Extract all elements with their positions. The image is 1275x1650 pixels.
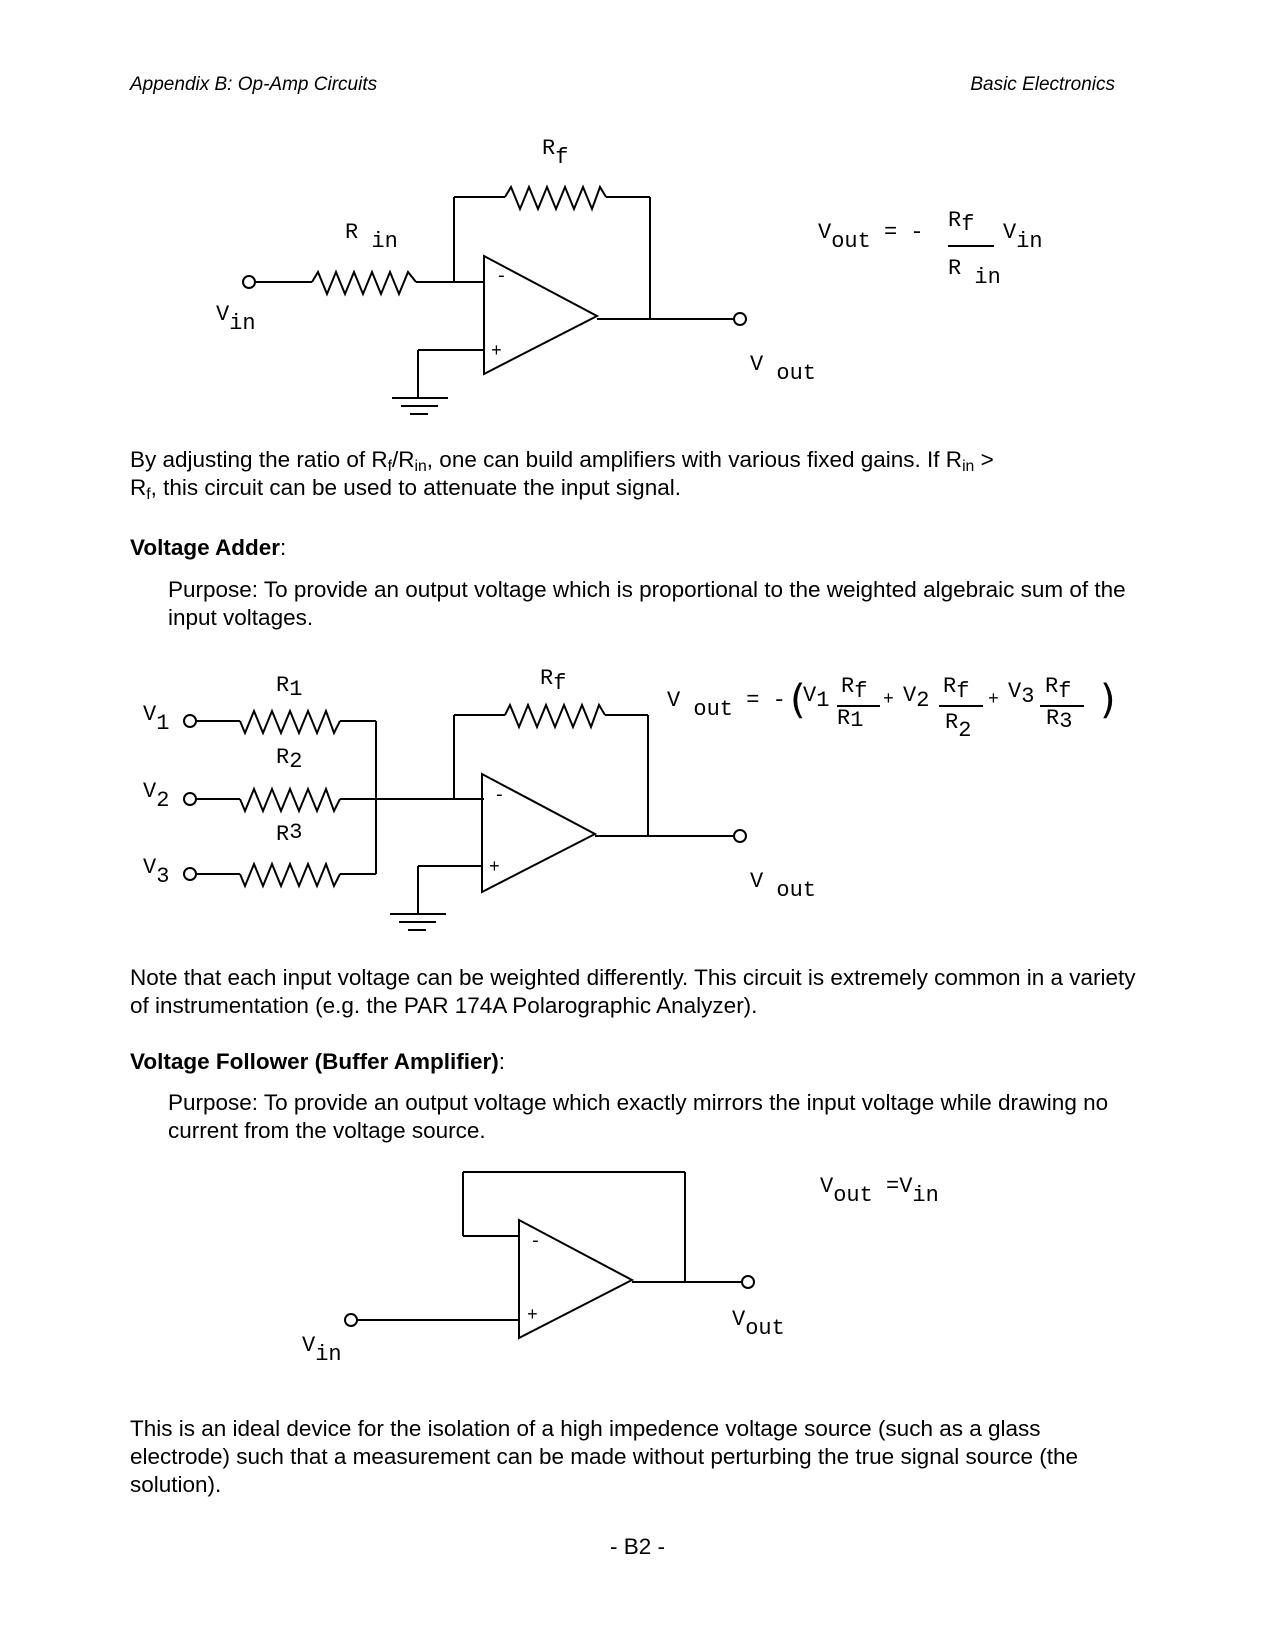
voltage-follower-heading: Voltage Follower (Buffer Amplifier): <box>130 1049 506 1074</box>
follower-equation: Vout =Vin <box>820 1174 939 1208</box>
plus-sign-1: + <box>883 690 894 710</box>
noninverting-input-sign: + <box>527 1306 538 1326</box>
rf-resistor-icon <box>505 705 605 727</box>
page-number: - B2 - <box>609 1534 665 1559</box>
isolation-paragraph: This is an ideal device for the isolation of a high impedence voltage source (such as a glass electrode) such that a measurement can be made without perturbing the true signal source (the solution). <box>130 1416 1079 1497</box>
open-paren: ( <box>790 677 806 723</box>
output-terminal-icon <box>734 313 746 325</box>
ground-icon <box>390 914 446 930</box>
equation-vin: Vin <box>1003 220 1043 254</box>
voltage-follower-purpose: Purpose: To provide an output voltage which exactly mirrors the input voltage while drawing no current from the voltage source. <box>168 1090 1109 1143</box>
v3-label: V3 <box>143 855 170 889</box>
vout-label: Vout <box>732 1307 785 1341</box>
rin-label: R in <box>345 220 398 254</box>
v3-terminal-icon <box>184 868 196 880</box>
term2-den: R2 <box>945 710 972 743</box>
v1-label: V1 <box>143 702 170 736</box>
inverting-gain-equation: Vout = - <box>818 220 924 254</box>
input-terminal-icon <box>345 1314 357 1326</box>
v2-terminal-icon <box>184 793 196 805</box>
rin-resistor-icon <box>312 272 416 294</box>
plus-sign-2: + <box>988 690 999 710</box>
voltage-adder-heading: Voltage Adder: <box>130 535 287 560</box>
inverting-input-sign: - <box>496 267 507 287</box>
vin-label: Vin <box>302 1333 342 1367</box>
rf-label: Rf <box>540 666 567 696</box>
vout-label: V out <box>750 869 817 903</box>
v2-label: V2 <box>143 779 170 813</box>
vout-label: V out <box>750 352 817 386</box>
output-terminal-icon <box>734 830 746 842</box>
r3-resistor-icon <box>240 864 340 886</box>
v1-terminal-icon <box>184 715 196 727</box>
term2-num: Rf <box>943 674 970 704</box>
header-right: Basic Electronics <box>970 74 1115 95</box>
inverting-input-sign: - <box>494 786 505 806</box>
noninverting-input-sign: + <box>489 858 500 878</box>
r2-label: R2 <box>276 745 303 774</box>
header-left: Appendix B: Op-Amp Circuits <box>130 74 378 95</box>
input-terminal-icon <box>243 276 255 288</box>
rf-resistor-icon <box>505 187 606 209</box>
voltage-adder-purpose: Purpose: To provide an output voltage which is proportional to the weighted algebraic sum of the input voltages. <box>168 577 1126 630</box>
inverting-input-sign: - <box>530 1232 541 1252</box>
ground-icon <box>392 398 448 414</box>
vin-label: Vin <box>216 302 256 336</box>
gain-ratio-paragraph: By adjusting the ratio of $R_f/R_{in}$, one can build amplifiers with various fixed gains. If $R_{in}$ > $R_f$, this circuit can be used to attenuate the input signal. <box>130 447 994 503</box>
r1-resistor-icon <box>240 711 340 733</box>
r3-label: R3 <box>276 820 303 847</box>
close-paren: ) <box>1100 677 1116 723</box>
term1-v: V1 <box>803 683 830 713</box>
weighting-paragraph: Note that each input voltage can be weighted differently. This circuit is extremely common in a variety of instrumentation (e.g. the PAR 174A Polarographic Analyzer). <box>130 965 1136 1018</box>
output-terminal-icon <box>742 1276 754 1288</box>
term1-num: Rf <box>841 674 868 704</box>
equation-numerator: Rf <box>948 208 975 237</box>
r2-resistor-icon <box>240 789 340 811</box>
rf-label: Rf <box>542 136 569 170</box>
term1-den: R1 <box>837 706 864 733</box>
term2-v: V2 <box>903 683 930 713</box>
term3-v: V3 <box>1008 679 1035 709</box>
equation-denominator: R in <box>948 256 1001 290</box>
noninverting-input-sign: + <box>491 342 502 362</box>
r1-label: R1 <box>276 673 303 702</box>
term3-den: R3 <box>1046 706 1073 734</box>
term3-num: Rf <box>1045 674 1072 704</box>
adder-equation-lhs: V out = - <box>667 688 786 722</box>
